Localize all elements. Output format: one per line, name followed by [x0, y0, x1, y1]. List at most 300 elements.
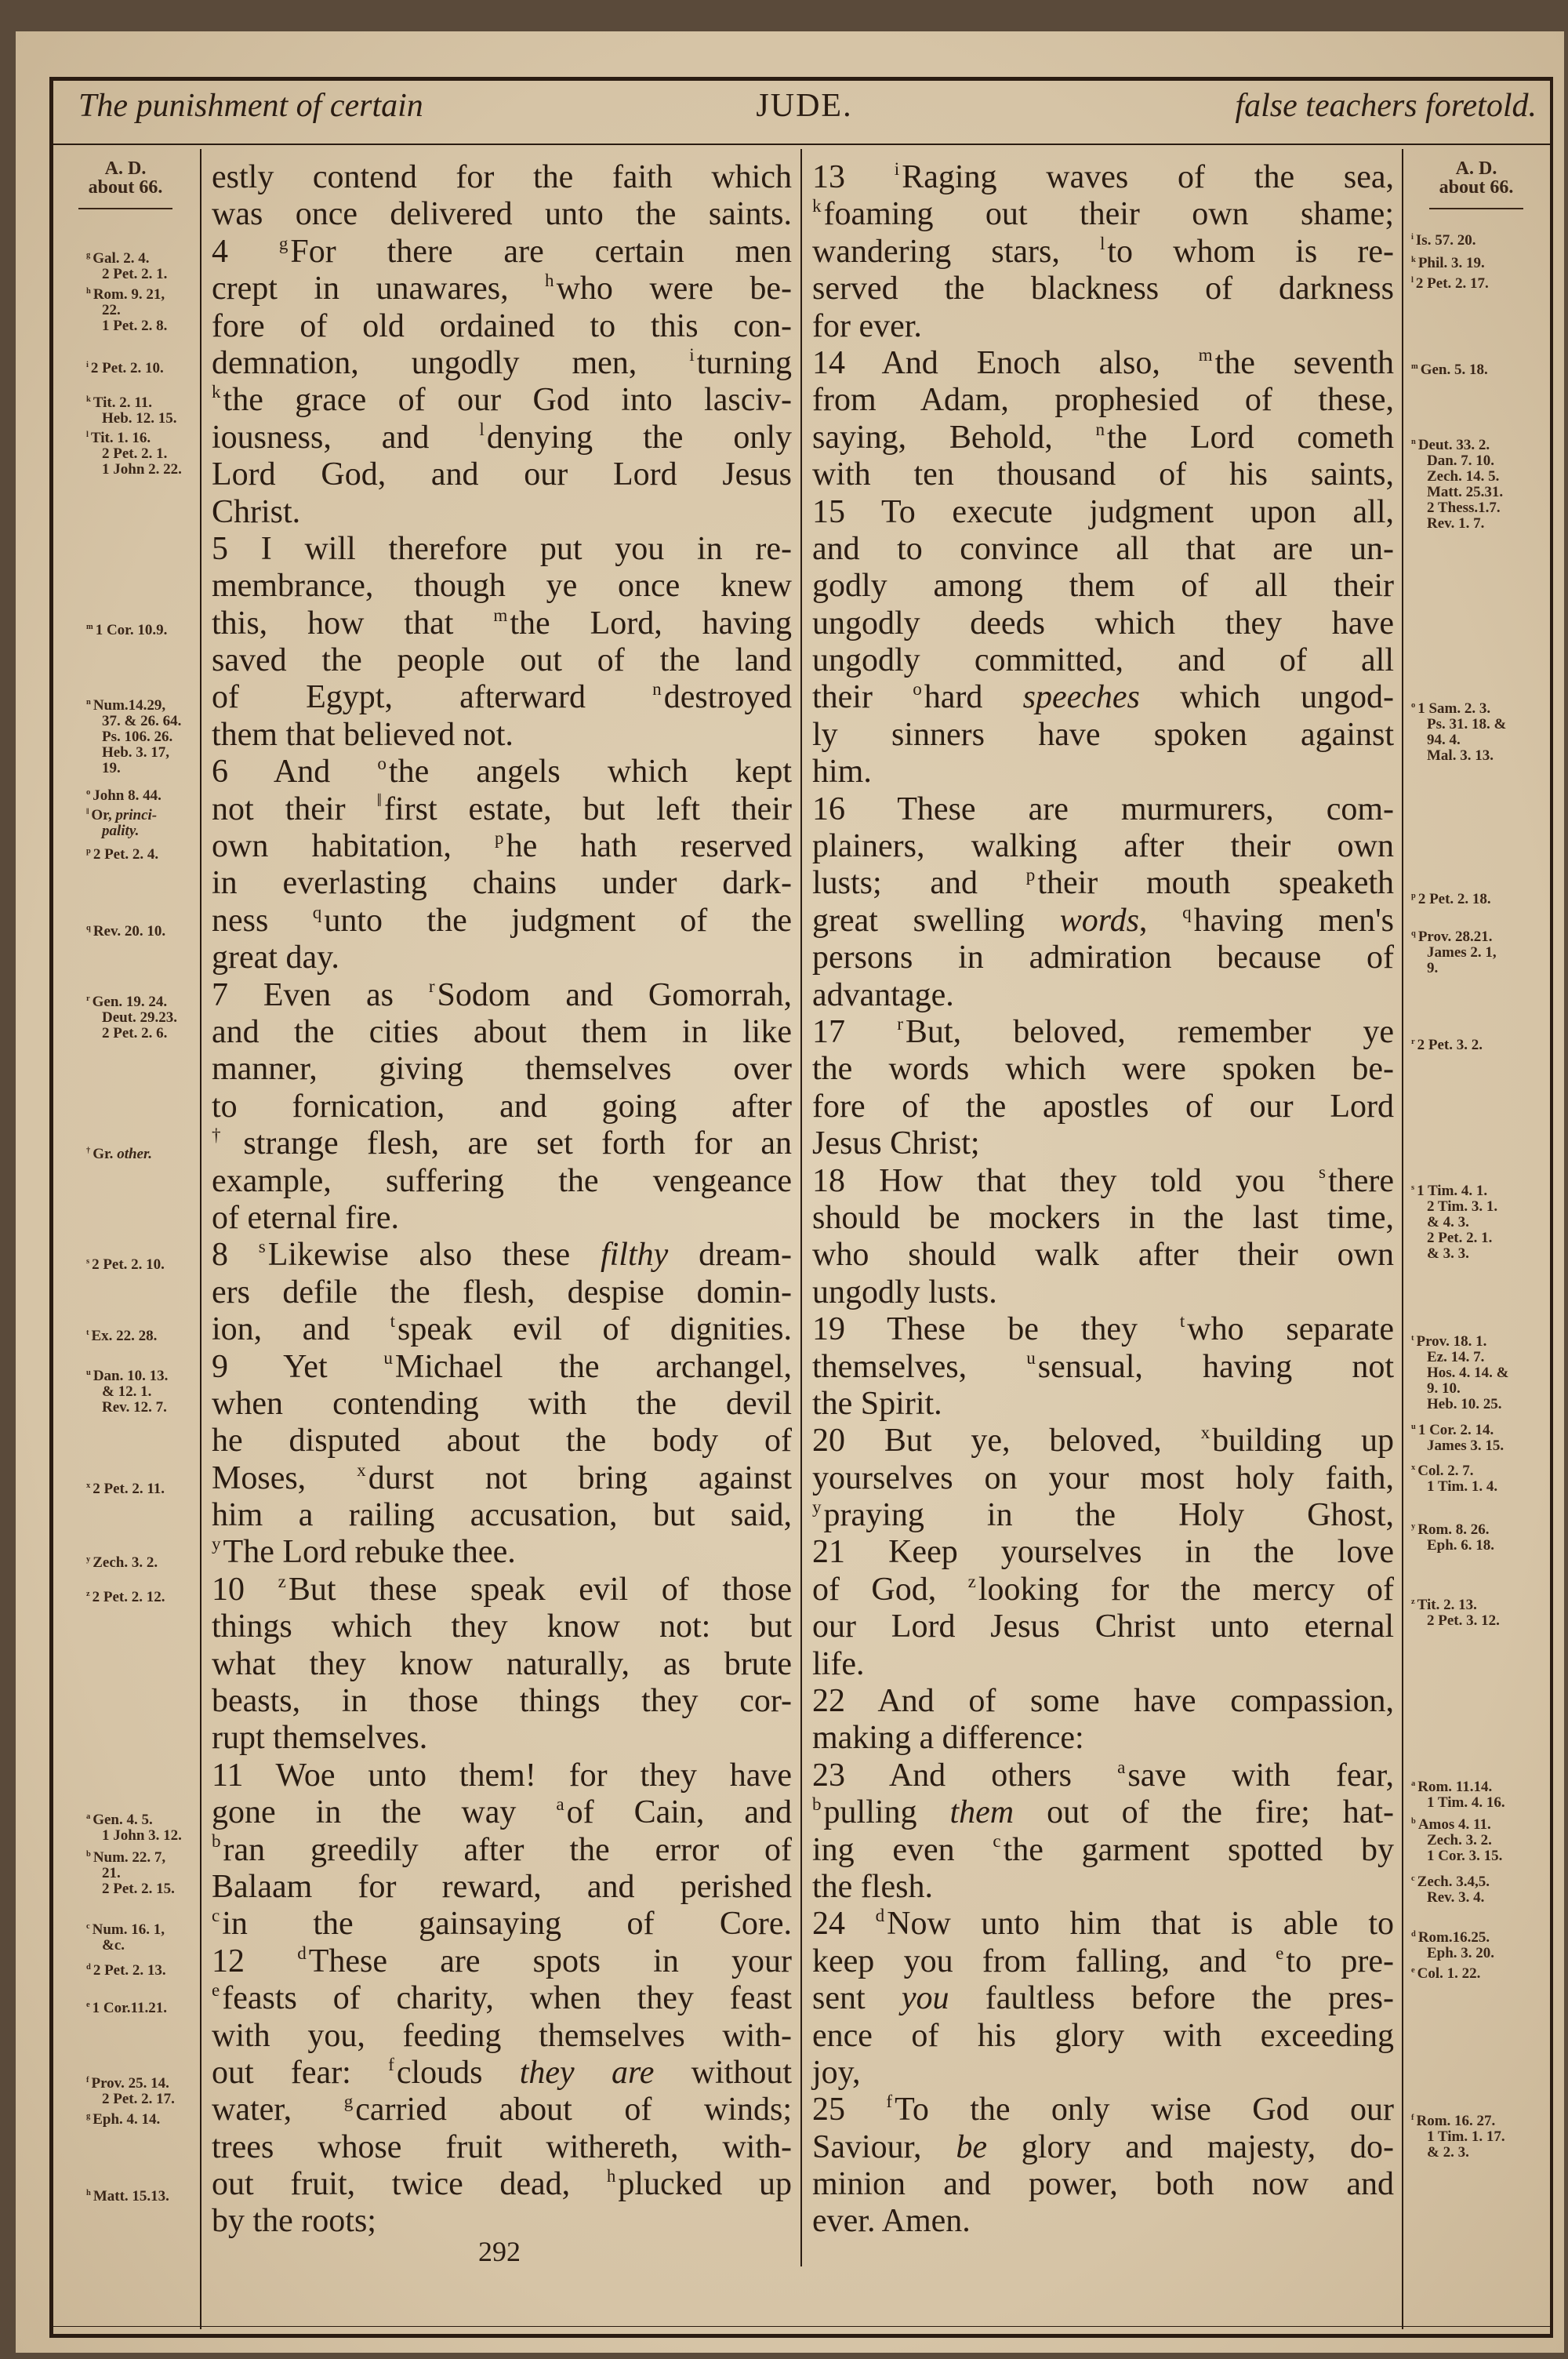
- reference-mark: u: [1026, 1347, 1036, 1369]
- note-marker: p: [1411, 891, 1416, 900]
- italic-text: them: [949, 1794, 1014, 1831]
- text-line: by the roots;: [212, 2203, 376, 2240]
- italic-text: pality.: [102, 823, 140, 839]
- text-line: godly among them of all their: [812, 568, 1394, 605]
- note-marker: p: [86, 846, 91, 856]
- note-marker: t: [1411, 1333, 1414, 1343]
- text-line: 6 And $^o$the angels which kept: [212, 753, 793, 791]
- note-reference: 19.: [102, 760, 121, 776]
- note-marker: n: [1411, 437, 1416, 446]
- note-marker: m: [1411, 362, 1418, 371]
- cross-reference-note: [1411, 1038, 1483, 1053]
- note-marker: l: [1411, 275, 1414, 285]
- note-reference: 1 John 2. 22.: [102, 461, 182, 478]
- text-line: crept in unawares, $^h$who were be-: [212, 270, 792, 307]
- text-line: out fear: $^f$clouds they are without: [212, 2053, 793, 2091]
- note-reference: 2 Pet. 2. 11.: [93, 1481, 165, 1497]
- reference-mark: d: [297, 1942, 307, 1963]
- reference-mark: c: [212, 1905, 220, 1926]
- reference-mark: x: [1200, 1422, 1210, 1443]
- note-marker: z: [1411, 1597, 1415, 1606]
- text-line: 17 $^r$But, beloved, remember ye: [812, 1012, 1395, 1050]
- reference-mark: s: [1319, 1161, 1327, 1183]
- reference-mark: ‖: [376, 790, 382, 811]
- text-line: plainers, walking after their own: [812, 828, 1394, 865]
- note-marker: y: [1411, 1521, 1416, 1531]
- cross-reference-note: [1411, 1423, 1504, 1454]
- reference-mark: z: [967, 1570, 976, 1591]
- note-marker: s: [1411, 1183, 1415, 1192]
- text-line: making a difference:: [812, 1720, 1084, 1757]
- note-reference: Eph. 4. 14.: [93, 2111, 161, 2128]
- note-marker: u: [86, 1368, 91, 1377]
- reference-mark: e: [1276, 1942, 1284, 1963]
- text-line: out fruit, twice dead, $^h$plucked up: [212, 2165, 792, 2203]
- text-line: own habitation, $^p$he hath reserved: [212, 827, 792, 865]
- text-line: iousness, and $^l$denying the only: [212, 418, 792, 456]
- cross-reference-note: [86, 808, 157, 839]
- cross-reference-note: [1411, 1874, 1490, 1906]
- cross-reference-note: [86, 1555, 158, 1571]
- cross-reference-note: [1411, 1598, 1500, 1629]
- note-marker: g: [86, 250, 91, 260]
- note-reference: 2 Pet. 2. 1.: [102, 445, 168, 462]
- note-reference: & 3. 3.: [1427, 1245, 1469, 1262]
- text-line: gone in the way $^a$of Cain, and: [212, 1794, 793, 1831]
- note-reference: Rom. 8. 26.: [1417, 1521, 1490, 1538]
- running-head-left: The punishment of certain: [78, 88, 423, 124]
- note-reference: 2 Pet. 2. 1.: [102, 266, 168, 282]
- note-reference: Gen. 4. 5.: [93, 1812, 153, 1828]
- note-reference: 1 Cor. 2. 14.: [1417, 1422, 1494, 1438]
- note-marker: d: [1411, 1929, 1416, 1939]
- note-reference: 1 Sam. 2. 3.: [1417, 700, 1491, 717]
- text-line: themselves, $^u$sensual, having not: [812, 1347, 1395, 1385]
- text-line: who should walk after their own: [812, 1237, 1394, 1274]
- note-marker: g: [86, 2111, 91, 2121]
- note-reference: 2 Pet. 3. 12.: [1427, 1612, 1500, 1629]
- text-column-right: [812, 159, 1394, 2241]
- reference-mark: l: [479, 418, 485, 439]
- cross-reference-note: [1411, 256, 1485, 271]
- note-marker: t: [86, 1328, 89, 1337]
- text-line: 24 $^d$Now unto him that is able to: [812, 1905, 1394, 1943]
- reference-mark: h: [606, 2165, 616, 2186]
- note-reference: Heb. 10. 25.: [1427, 1396, 1502, 1412]
- note-reference: Rom. 16. 27.: [1416, 2113, 1496, 2129]
- note-reference: Or, princi-: [91, 807, 158, 823]
- text-line: ness $^q$unto the judgment of the: [212, 901, 792, 939]
- note-marker: f: [86, 2075, 89, 2085]
- cross-reference-note: [1411, 233, 1475, 249]
- reference-mark: r: [897, 1012, 903, 1034]
- text-line: 5 I will therefore put you in re-: [212, 530, 792, 567]
- note-reference: Zech. 3. 2.: [1427, 1832, 1492, 1848]
- note-reference: Deut. 29.23.: [102, 1009, 178, 1026]
- note-marker: i: [1411, 232, 1414, 242]
- cross-reference-note: [86, 1850, 175, 1897]
- note-reference: 94. 4.: [1427, 732, 1461, 748]
- note-reference: Heb. 3. 17,: [102, 744, 170, 761]
- reference-mark: p: [495, 827, 504, 848]
- italic-text: you: [901, 1980, 949, 2017]
- note-reference: 2 Pet. 2. 6.: [102, 1025, 168, 1041]
- note-reference: Ps. 106. 26.: [102, 729, 173, 745]
- cross-reference-note: [86, 1369, 168, 1416]
- note-marker: q: [1411, 929, 1416, 938]
- text-line: with ten thousand of his saints,: [812, 456, 1394, 493]
- note-reference: Rom.16.25.: [1417, 1929, 1490, 1946]
- text-line: of eternal fire.: [212, 1199, 400, 1236]
- text-line: for ever.: [812, 307, 922, 344]
- text-line: lusts; and $^p$their mouth speaketh: [812, 864, 1394, 902]
- text-line: $^k$the grace of our God into lasciv-: [212, 381, 792, 419]
- reference-mark: o: [377, 753, 387, 774]
- note-marker: f: [1411, 2113, 1414, 2122]
- text-line: not their ‖first estate, but left their: [212, 790, 792, 827]
- text-line: Saviour, be glory and majesty, do-: [812, 2128, 1394, 2165]
- page-number: 292: [478, 2236, 521, 2267]
- text-line: rupt themselves.: [212, 1720, 428, 1757]
- note-reference: 1 Tim. 1. 4.: [1427, 1478, 1498, 1495]
- text-line: 10 $^z$But these speak evil of those: [212, 1570, 793, 1608]
- text-line: 9 Yet $^u$Michael the archangel,: [212, 1347, 792, 1385]
- text-line: ly sinners have spoken against: [812, 716, 1394, 753]
- reference-mark: e: [212, 1979, 220, 2000]
- italic-text: words: [1059, 902, 1139, 939]
- note-reference: Rev. 1. 7.: [1427, 515, 1485, 532]
- note-reference: Rev. 20. 10.: [93, 923, 166, 940]
- note-reference: Rev. 12. 7.: [102, 1399, 167, 1416]
- cross-reference-note: [1411, 892, 1491, 907]
- text-line: in everlasting chains under dark-: [212, 865, 792, 902]
- reference-mark: g: [278, 232, 289, 253]
- reference-mark: u: [383, 1347, 393, 1369]
- note-reference: Rom. 9. 21,: [93, 286, 165, 303]
- text-line: our Lord Jesus Christ unto eternal: [812, 1608, 1394, 1645]
- cross-reference-note: [86, 2001, 167, 2016]
- cross-reference-note: [86, 1963, 166, 1979]
- cross-reference-note: [86, 1257, 165, 1273]
- text-line: fore of the apostles of our Lord: [812, 1088, 1394, 1125]
- note-reference: 2 Pet. 2. 15.: [102, 1881, 175, 1897]
- reference-mark: t: [1179, 1310, 1185, 1331]
- italic-text: be: [956, 2128, 987, 2165]
- note-marker: o: [86, 787, 91, 797]
- text-line: them that believed not.: [212, 716, 514, 753]
- text-line: Balaam for reward, and perished: [212, 1868, 792, 1905]
- note-reference: 2 Tim. 3. 1.: [1427, 1198, 1498, 1215]
- note-reference: 1 John 3. 12.: [102, 1827, 182, 1844]
- cross-reference-note: [1411, 701, 1506, 764]
- text-line: and the cities about them in like: [212, 1013, 792, 1050]
- note-reference: James 3. 15.: [1427, 1438, 1504, 1454]
- cross-reference-note: [86, 1147, 152, 1162]
- note-marker: b: [1411, 1816, 1416, 1826]
- note-reference: Amos 4. 11.: [1417, 1816, 1491, 1833]
- note-marker: c: [86, 1921, 90, 1931]
- note-reference: Phil. 3. 19.: [1417, 255, 1485, 271]
- text-line: $^e$feasts of charity, when they feast: [212, 1979, 792, 2017]
- reference-mark: n: [652, 678, 662, 700]
- text-line: water, $^g$carried about of winds;: [212, 2091, 792, 2128]
- note-reference: 1 Cor. 10.9.: [95, 622, 168, 638]
- reference-mark: x: [357, 1459, 366, 1480]
- note-marker: e: [86, 2000, 90, 2009]
- reference-mark: g: [343, 2091, 354, 2112]
- right-margin-divider: [1402, 149, 1403, 2329]
- text-line: estly contend for the faith which: [212, 159, 792, 195]
- text-line: fore of old ordained to this con-: [212, 307, 792, 344]
- note-marker: m: [86, 622, 93, 631]
- note-marker: x: [1411, 1463, 1416, 1472]
- text-line: example, suffering the vengeance: [212, 1162, 792, 1199]
- header-rule: [49, 144, 1553, 145]
- text-line: of God, $^z$looking for the mercy of: [812, 1570, 1394, 1608]
- bottom-rule: [49, 2334, 1553, 2338]
- text-line: 8 $^s$Likewise also these filthy dream-: [212, 1236, 792, 1274]
- italic-text: princi-: [115, 807, 158, 823]
- note-reference: Num. 22. 7,: [93, 1849, 166, 1866]
- column-divider: [800, 149, 802, 2266]
- note-reference: 22.: [102, 302, 121, 318]
- reference-mark: m: [493, 604, 508, 625]
- note-reference: 1 Cor. 3. 15.: [1427, 1848, 1503, 1864]
- bottom-rule-thin: [49, 2326, 1553, 2327]
- text-line: the flesh.: [812, 1868, 933, 1905]
- reference-mark: z: [278, 1570, 286, 1591]
- note-reference: James 2. 1,: [1427, 944, 1497, 961]
- running-head-right: false teachers foretold.: [1235, 88, 1537, 124]
- reference-mark: b: [212, 1830, 221, 1852]
- reference-mark: t: [390, 1310, 396, 1331]
- text-line: should be mockers in the last time,: [812, 1199, 1394, 1236]
- cross-reference-note: [86, 395, 177, 427]
- note-reference: 2 Pet. 2. 17.: [102, 2091, 175, 2107]
- note-marker: b: [86, 1849, 91, 1859]
- text-line: to fornication, and going after: [212, 1088, 792, 1125]
- text-line: minion and power, both now and: [812, 2166, 1394, 2203]
- note-reference: Prov. 18. 1.: [1416, 1333, 1487, 1350]
- date-rule: [78, 208, 172, 209]
- text-line: 25 $^f$To the only wise God our: [812, 2091, 1395, 2128]
- text-line: great swelling words, $^q$having men's: [812, 901, 1394, 939]
- text-line: life.: [812, 1645, 865, 1682]
- text-line: saying, Behold, $^n$the Lord cometh: [812, 418, 1395, 456]
- text-line: of Egypt, afterward $^n$destroyed: [212, 678, 792, 716]
- text-line: 12 $^d$These are spots in your: [212, 1942, 793, 1979]
- text-column-left: [212, 159, 792, 2241]
- text-line: 18 How that they told you $^s$there: [812, 1161, 1394, 1199]
- note-reference: 1 Cor.11.21.: [92, 2000, 168, 2016]
- note-reference: Zech. 3.4,5.: [1417, 1874, 1490, 1890]
- note-marker: o: [1411, 700, 1416, 710]
- italic-text: other.: [117, 1146, 153, 1162]
- note-reference: Ex. 22. 28.: [91, 1328, 158, 1344]
- text-line: Christ.: [212, 493, 301, 530]
- text-line: manner, giving themselves over: [212, 1051, 792, 1088]
- reference-mark: i: [894, 158, 900, 179]
- note-reference: Tit. 2. 11.: [93, 394, 152, 411]
- note-reference: 37. & 26. 64.: [102, 713, 182, 729]
- text-line: ers defile the flesh, despise domin-: [212, 1274, 792, 1310]
- note-reference: Hos. 4. 14. &: [1427, 1365, 1509, 1381]
- date-note-right: [1417, 159, 1535, 209]
- reference-mark: s: [258, 1236, 266, 1257]
- text-line: 22 And of some have compassion,: [812, 1683, 1394, 1720]
- text-line: he disputed about the body of: [212, 1423, 792, 1459]
- reference-mark: h: [545, 270, 554, 291]
- reference-mark: p: [1025, 864, 1036, 885]
- cross-reference-note: [1411, 1183, 1497, 1262]
- note-reference: 2 Pet. 2. 13.: [93, 1962, 166, 1979]
- cross-reference-note: [86, 994, 177, 1041]
- text-line: saved the people out of the land: [212, 642, 792, 679]
- note-reference: Tit. 2. 13.: [1417, 1597, 1477, 1613]
- note-reference: 2 Pet. 2. 1.: [1427, 1230, 1493, 1246]
- note-reference: Num. 16. 1,: [92, 1921, 165, 1938]
- cross-reference-note: [1411, 1522, 1494, 1554]
- cross-reference-note: [86, 1922, 165, 1954]
- text-line: joy,: [812, 2054, 861, 2091]
- text-line: persons in admiration because of: [812, 940, 1394, 976]
- note-marker: z: [86, 1589, 90, 1598]
- note-reference: Rev. 3. 4.: [1427, 1889, 1485, 1906]
- note-marker: n: [86, 697, 91, 707]
- note-reference: 2 Pet. 2. 12.: [92, 1589, 165, 1605]
- reference-mark: l: [1099, 232, 1105, 253]
- note-marker: s: [86, 1256, 90, 1266]
- reference-mark: o: [913, 678, 922, 700]
- text-line: the Spirit.: [812, 1385, 942, 1422]
- text-line: 23 And others $^a$save with fear,: [812, 1756, 1394, 1794]
- note-reference: 2 Thess.1.7.: [1427, 500, 1501, 516]
- note-marker: u: [1411, 1422, 1416, 1431]
- text-line: ungodly lusts.: [812, 1274, 997, 1310]
- text-line: ungodly deeds which they have: [812, 605, 1394, 642]
- note-reference: Gen. 19. 24.: [92, 994, 168, 1010]
- note-reference: Col. 1. 22.: [1417, 1965, 1481, 1982]
- note-reference: 1 Pet. 2. 8.: [102, 318, 168, 334]
- note-reference: 9.: [1427, 960, 1439, 976]
- note-reference: John 8. 44.: [93, 787, 162, 804]
- note-reference: Dan. 7. 10.: [1427, 453, 1495, 469]
- cross-reference-note: [1411, 1463, 1497, 1495]
- note-marker: †: [86, 1146, 91, 1155]
- reference-mark: b: [812, 1794, 822, 1815]
- cross-reference-note: [86, 251, 167, 282]
- text-line: trees whose fruit withereth, with-: [212, 2128, 792, 2165]
- text-line: 16 These are murmurers, com-: [812, 791, 1394, 827]
- note-reference: Gr. other.: [93, 1146, 153, 1162]
- note-reference: 2 Pet. 2. 17.: [1415, 275, 1489, 292]
- date-note-left: [67, 159, 184, 209]
- cross-reference-note: [86, 698, 181, 776]
- cross-reference-note: [1411, 2114, 1505, 2161]
- text-line: $^k$foaming out their own shame;: [812, 195, 1394, 233]
- note-reference: & 12. 1.: [102, 1383, 152, 1400]
- text-line: ungodly committed, and of all: [812, 642, 1394, 679]
- italic-text: speeches: [1022, 679, 1140, 716]
- note-reference: 1 Tim. 4. 1.: [1417, 1183, 1488, 1199]
- note-reference: Ps. 31. 18. &: [1427, 716, 1507, 732]
- text-line: $^b$pulling them out of the fire; hat-: [812, 1794, 1394, 1831]
- text-line: $^y$The Lord rebuke thee.: [212, 1533, 516, 1571]
- note-reference: Zech. 14. 5.: [1427, 468, 1500, 485]
- text-line: and to convince all that are un-: [812, 530, 1394, 567]
- italic-text: filthy: [600, 1237, 669, 1274]
- note-marker: l: [86, 430, 89, 439]
- text-line: sent you faultless before the pres-: [812, 1980, 1395, 2017]
- cross-reference-note: [86, 361, 164, 376]
- text-line: Lord God, and our Lord Jesus: [212, 456, 792, 493]
- text-line: †strange flesh, are set forth for an: [212, 1125, 793, 1162]
- text-line: 14 And Enoch also, $^m$the seventh: [812, 343, 1395, 381]
- reference-mark: c: [993, 1830, 1001, 1852]
- text-line: ion, and $^t$speak evil of dignities.: [212, 1310, 793, 1348]
- cross-reference-note: [1411, 929, 1497, 976]
- note-reference: Matt. 25.31.: [1427, 484, 1504, 500]
- cross-reference-note: [86, 431, 182, 478]
- text-line: 20 But ye, beloved, $^x$building up: [812, 1422, 1394, 1459]
- note-marker: ‖: [86, 807, 89, 816]
- note-reference: Num.14.29,: [93, 697, 166, 714]
- text-line: their $^o$hard speeches which ungod-: [812, 678, 1394, 716]
- reference-mark: k: [812, 195, 822, 216]
- note-reference: Eph. 6. 18.: [1427, 1537, 1495, 1554]
- text-line: 21 Keep yourselves in the love: [812, 1534, 1394, 1571]
- text-line: wandering stars, $^l$to whom is re-: [812, 232, 1394, 270]
- note-reference: Rom. 11.14.: [1417, 1779, 1493, 1795]
- cross-reference-note: [1411, 1779, 1505, 1811]
- text-line: yourselves on your most holy faith,: [812, 1459, 1394, 1496]
- text-line: Jesus Christ;: [812, 1125, 980, 1162]
- note-marker: k: [86, 394, 91, 404]
- date-value: about 66.: [1439, 177, 1514, 198]
- note-reference: Gal. 2. 4.: [93, 250, 150, 267]
- text-line: what they know naturally, as brute: [212, 1645, 792, 1682]
- note-reference: Prov. 25. 14.: [91, 2075, 169, 2092]
- note-reference: &c.: [102, 1937, 125, 1954]
- text-line: $^b$ran greedily after the error of: [212, 1830, 792, 1868]
- reference-mark: k: [212, 381, 221, 402]
- reference-mark: f: [886, 2091, 893, 2112]
- text-line: ing even $^c$the garment spotted by: [812, 1830, 1395, 1868]
- reference-mark: n: [1095, 418, 1105, 439]
- text-line: membrance, though ye once knew: [212, 568, 792, 605]
- note-reference: 1 Tim. 1. 17.: [1427, 2128, 1505, 2145]
- cross-reference-note: [1411, 1817, 1502, 1864]
- text-line: 4 $^g$For there are certain men: [212, 232, 792, 270]
- text-line: 13 $^i$Raging waves of the sea,: [812, 158, 1394, 195]
- cross-reference-note: [86, 924, 165, 940]
- reference-mark: a: [556, 1794, 564, 1815]
- note-reference: Deut. 33. 2.: [1417, 437, 1490, 453]
- reference-mark: a: [1117, 1756, 1126, 1777]
- cross-reference-note: [86, 2112, 160, 2128]
- text-line: was once delivered unto the saints.: [212, 196, 792, 233]
- reference-mark: r: [428, 976, 435, 997]
- text-line: him a railing accusation, but said,: [212, 1497, 792, 1534]
- note-reference: [86, 823, 157, 839]
- note-marker: x: [86, 1481, 91, 1490]
- note-marker: r: [1411, 1037, 1415, 1046]
- left-margin-divider: [200, 149, 201, 2329]
- cross-reference-note: [86, 1590, 165, 1605]
- text-line: when contending with the devil: [212, 1385, 792, 1422]
- cross-reference-note: [86, 623, 167, 638]
- cross-reference-note: [86, 847, 158, 863]
